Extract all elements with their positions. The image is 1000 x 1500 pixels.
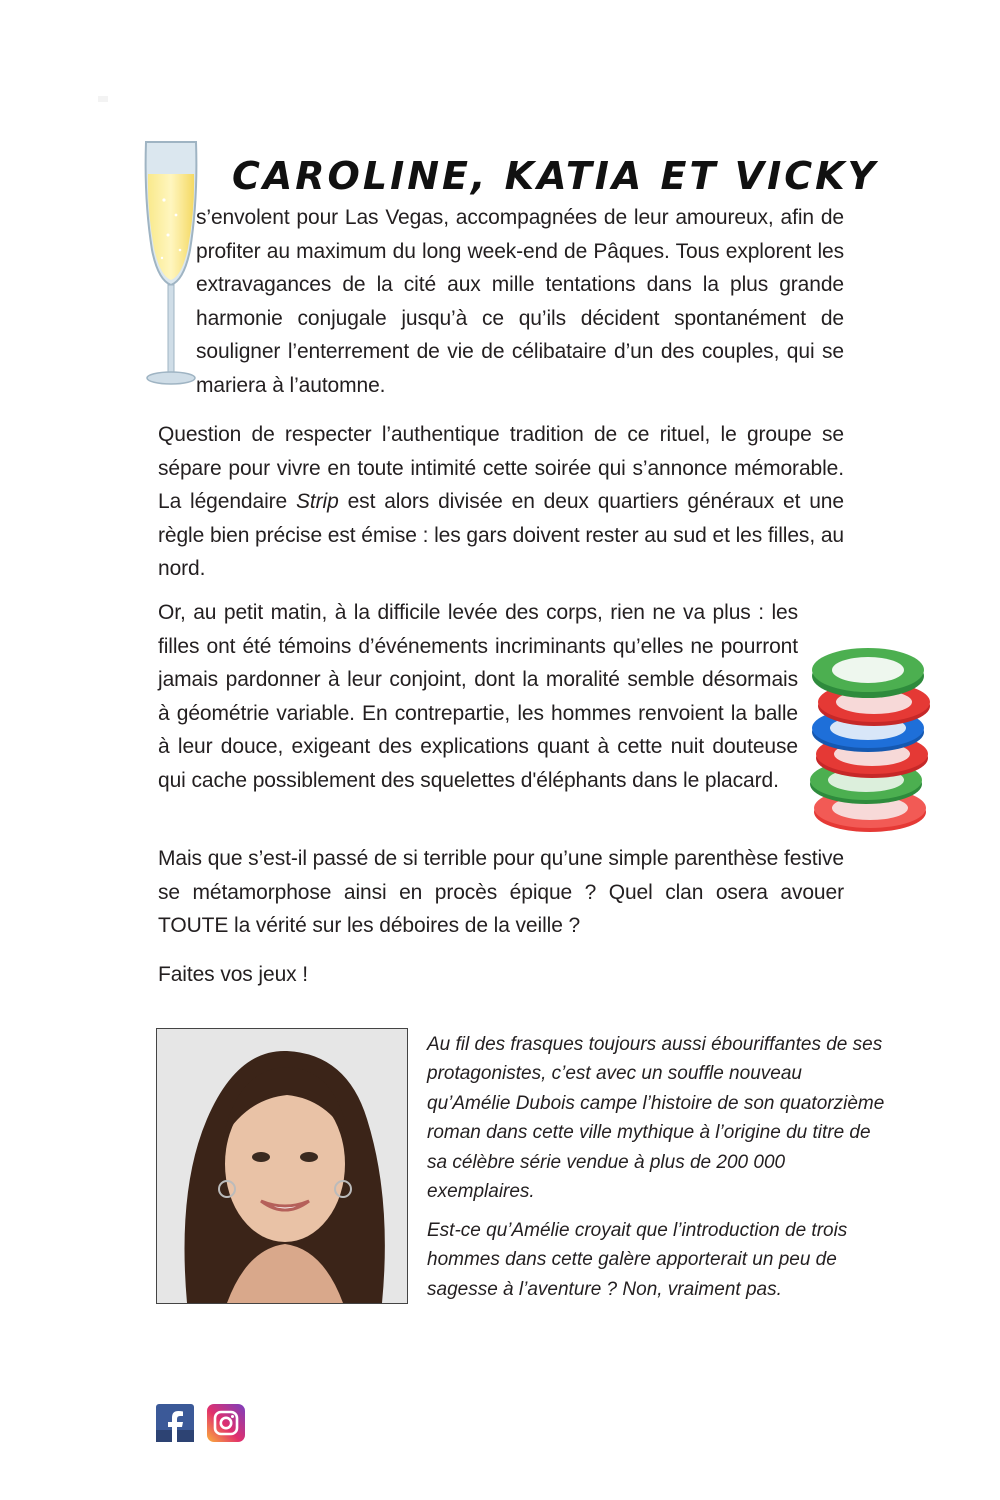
- author-photo: [156, 1028, 408, 1304]
- closing-line: Faites vos jeux !: [158, 963, 309, 986]
- corner-mark: [98, 96, 108, 102]
- tradition-paragraph: [158, 418, 844, 586]
- casino-chips-icon: [806, 612, 934, 840]
- author-portrait-icon: [157, 1029, 407, 1303]
- instagram-icon[interactable]: [207, 1404, 245, 1442]
- champagne-glass-icon: [140, 140, 202, 390]
- intro-paragraph: s’envolent pour Las Vegas, accompagnées de leur amoureux, afin de profiter au maximum du long week-end de Pâques. Tous explorent les extravagances de la cité aux mille tentations dans la plus grande harmonie conjugale jusqu’à ce qu’ils décident spontanément de souligner l’enterrement de vie de célibataire d’un des couples, qui se mariera à l’automne.: [196, 206, 844, 397]
- facebook-icon[interactable]: [156, 1404, 194, 1442]
- page-title: CAROLINE, KATIA ET VICKY: [232, 154, 879, 198]
- tradition-paragraph-end: est alors divisée en deux quartiers généraux et une règle bien précise est émise : les gars doivent rester au sud et les filles, au nord.: [158, 490, 844, 580]
- author-bio-paragraph: Au fil des frasques toujours aussi ébouriffantes de ses protagonistes, c’est avec un souffle nouveau qu’Amélie Dubois campe l’histoire de son quatorzième roman dans cette ville mythique à l’origine du titre de sa célèbre série vendue à plus de 200 000 exemplaires.: [427, 1034, 885, 1203]
- author-bio-question: Est-ce qu’Amélie croyait que l’introduction de trois hommes dans cette galère apporterait un peu de sagesse à l’aventure ? Non, vraiment pas.: [427, 1220, 848, 1300]
- strip-word: Strip: [296, 490, 339, 513]
- question-paragraph: Mais que s’est-il passé de si terrible pour qu’une simple parenthèse festive se métamorphose ainsi en procès épique ? Quel clan osera avouer TOUTE la vérité sur les déboires de la veille ?: [158, 847, 844, 937]
- morning-paragraph: Or, au petit matin, à la difficile levée des corps, rien ne va plus : les filles ont été témoins d’événements incriminants qu’elles ne pourront jamais pardonner à leur conjoint, dont la moralité semble désormais à géométrie variable. En contrepartie, les hommes renvoient la balle à leur douce, exigeant des explications quant à cette nuit douteuse qui cache possiblement des squelettes d'éléphants dans le placard.: [158, 601, 798, 792]
- tradition-paragraph-start: Question de respecter l’authentique tradition de ce rituel, le groupe se sépare pour vivre en toute intimité cette soirée qui s’annonce mémorable. La légendaire: [158, 423, 844, 513]
